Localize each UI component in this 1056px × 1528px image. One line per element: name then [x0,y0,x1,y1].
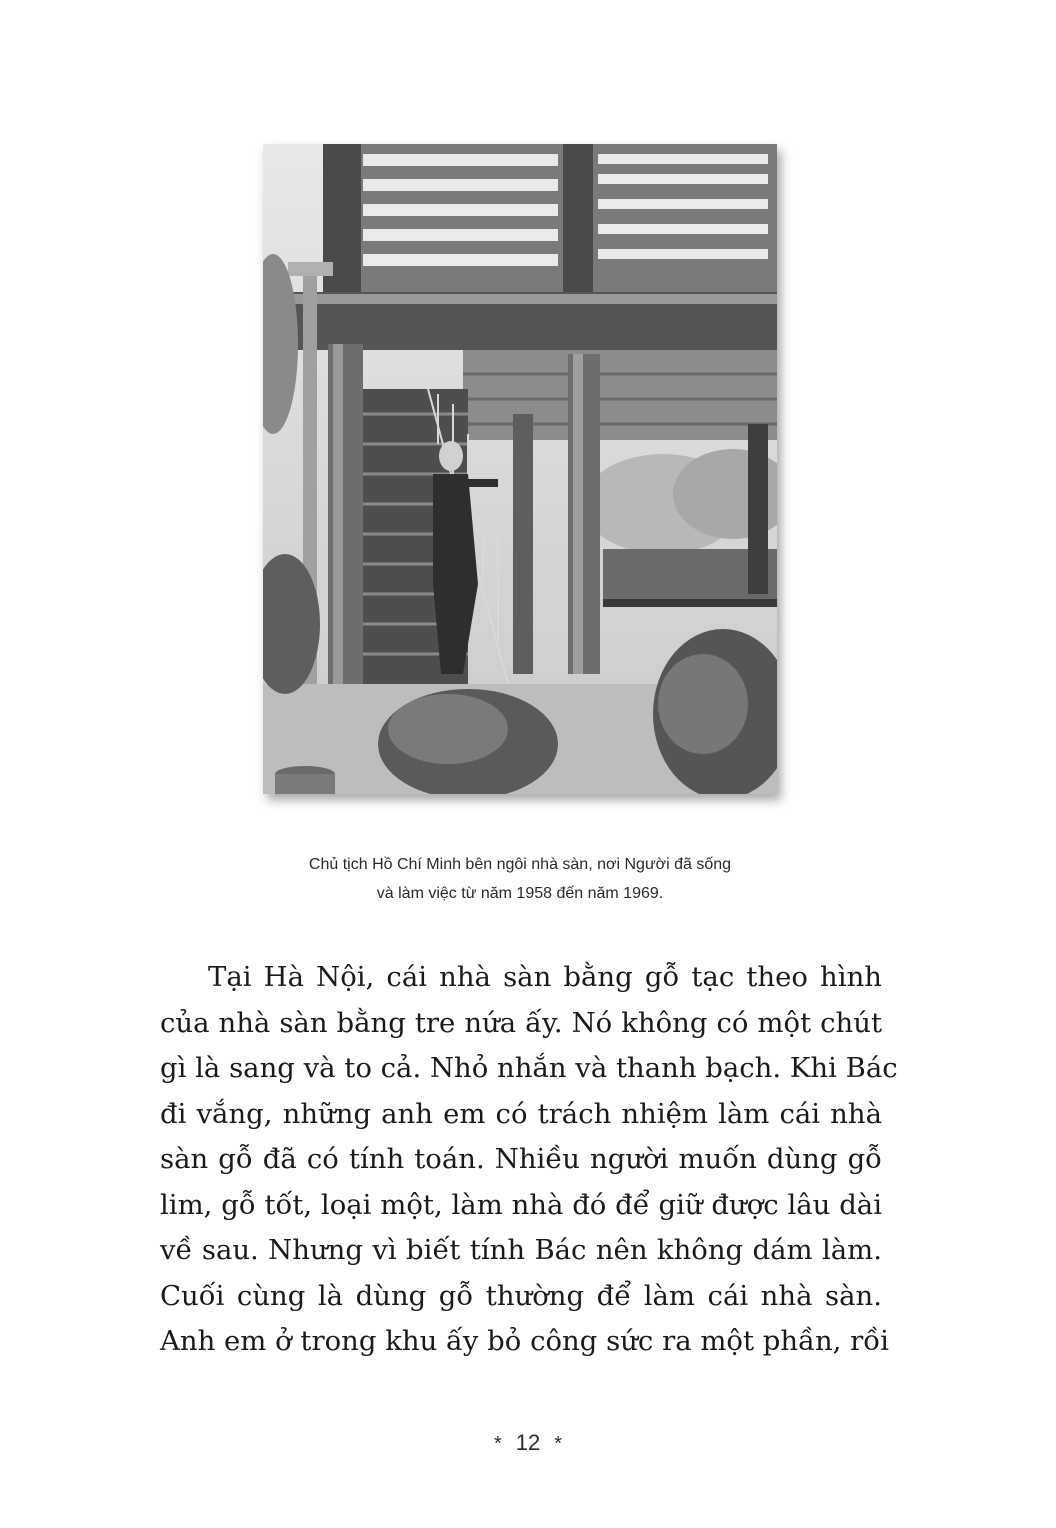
figure-caption [200,850,840,908]
paragraph-line: của nhà sàn bằng tre nứa ấy. Nó không có một chút [160,1006,882,1039]
body-paragraph [160,955,898,1365]
paragraph-line: Tại Hà Nội, cái nhà sàn bằng gỗ tạc theo hình [208,961,882,993]
paragraph-line: Cuối cùng là dùng gỗ thường để làm cái nhà sàn. [160,1279,882,1312]
historical-photo [263,144,777,794]
ornament-star-left: * [493,1433,502,1455]
paragraph-line: đi vắng, những anh em có trách nhiệm làm cái nhà [160,1097,882,1130]
paragraph-line: về sau. Nhưng vì biết tính Bác nên không dám làm. [160,1234,882,1266]
paragraph-line: lim, gỗ tốt, loại một, làm nhà đó để giữ được lâu dài [160,1188,882,1221]
paragraph-line: sàn gỗ đã có tính toán. Nhiều người muốn dùng gỗ [160,1143,882,1175]
ornament-star-right: * [554,1433,563,1455]
caption-line: Chủ tịch Hồ Chí Minh bên ngôi nhà sàn, nơi Người đã sống [308,856,732,873]
page-number: 12 [515,1430,541,1455]
caption-line: và làm việc từ năm 1958 đến năm 1969. [376,885,664,902]
paragraph-line: Anh em ở trong khu ấy bỏ công sức ra một phần, rồi [160,1325,889,1357]
page-footer [0,1430,1056,1456]
paragraph-line: gì là sang và to cả. Nhỏ nhắn và thanh bạch. Khi Bác [160,1052,898,1084]
